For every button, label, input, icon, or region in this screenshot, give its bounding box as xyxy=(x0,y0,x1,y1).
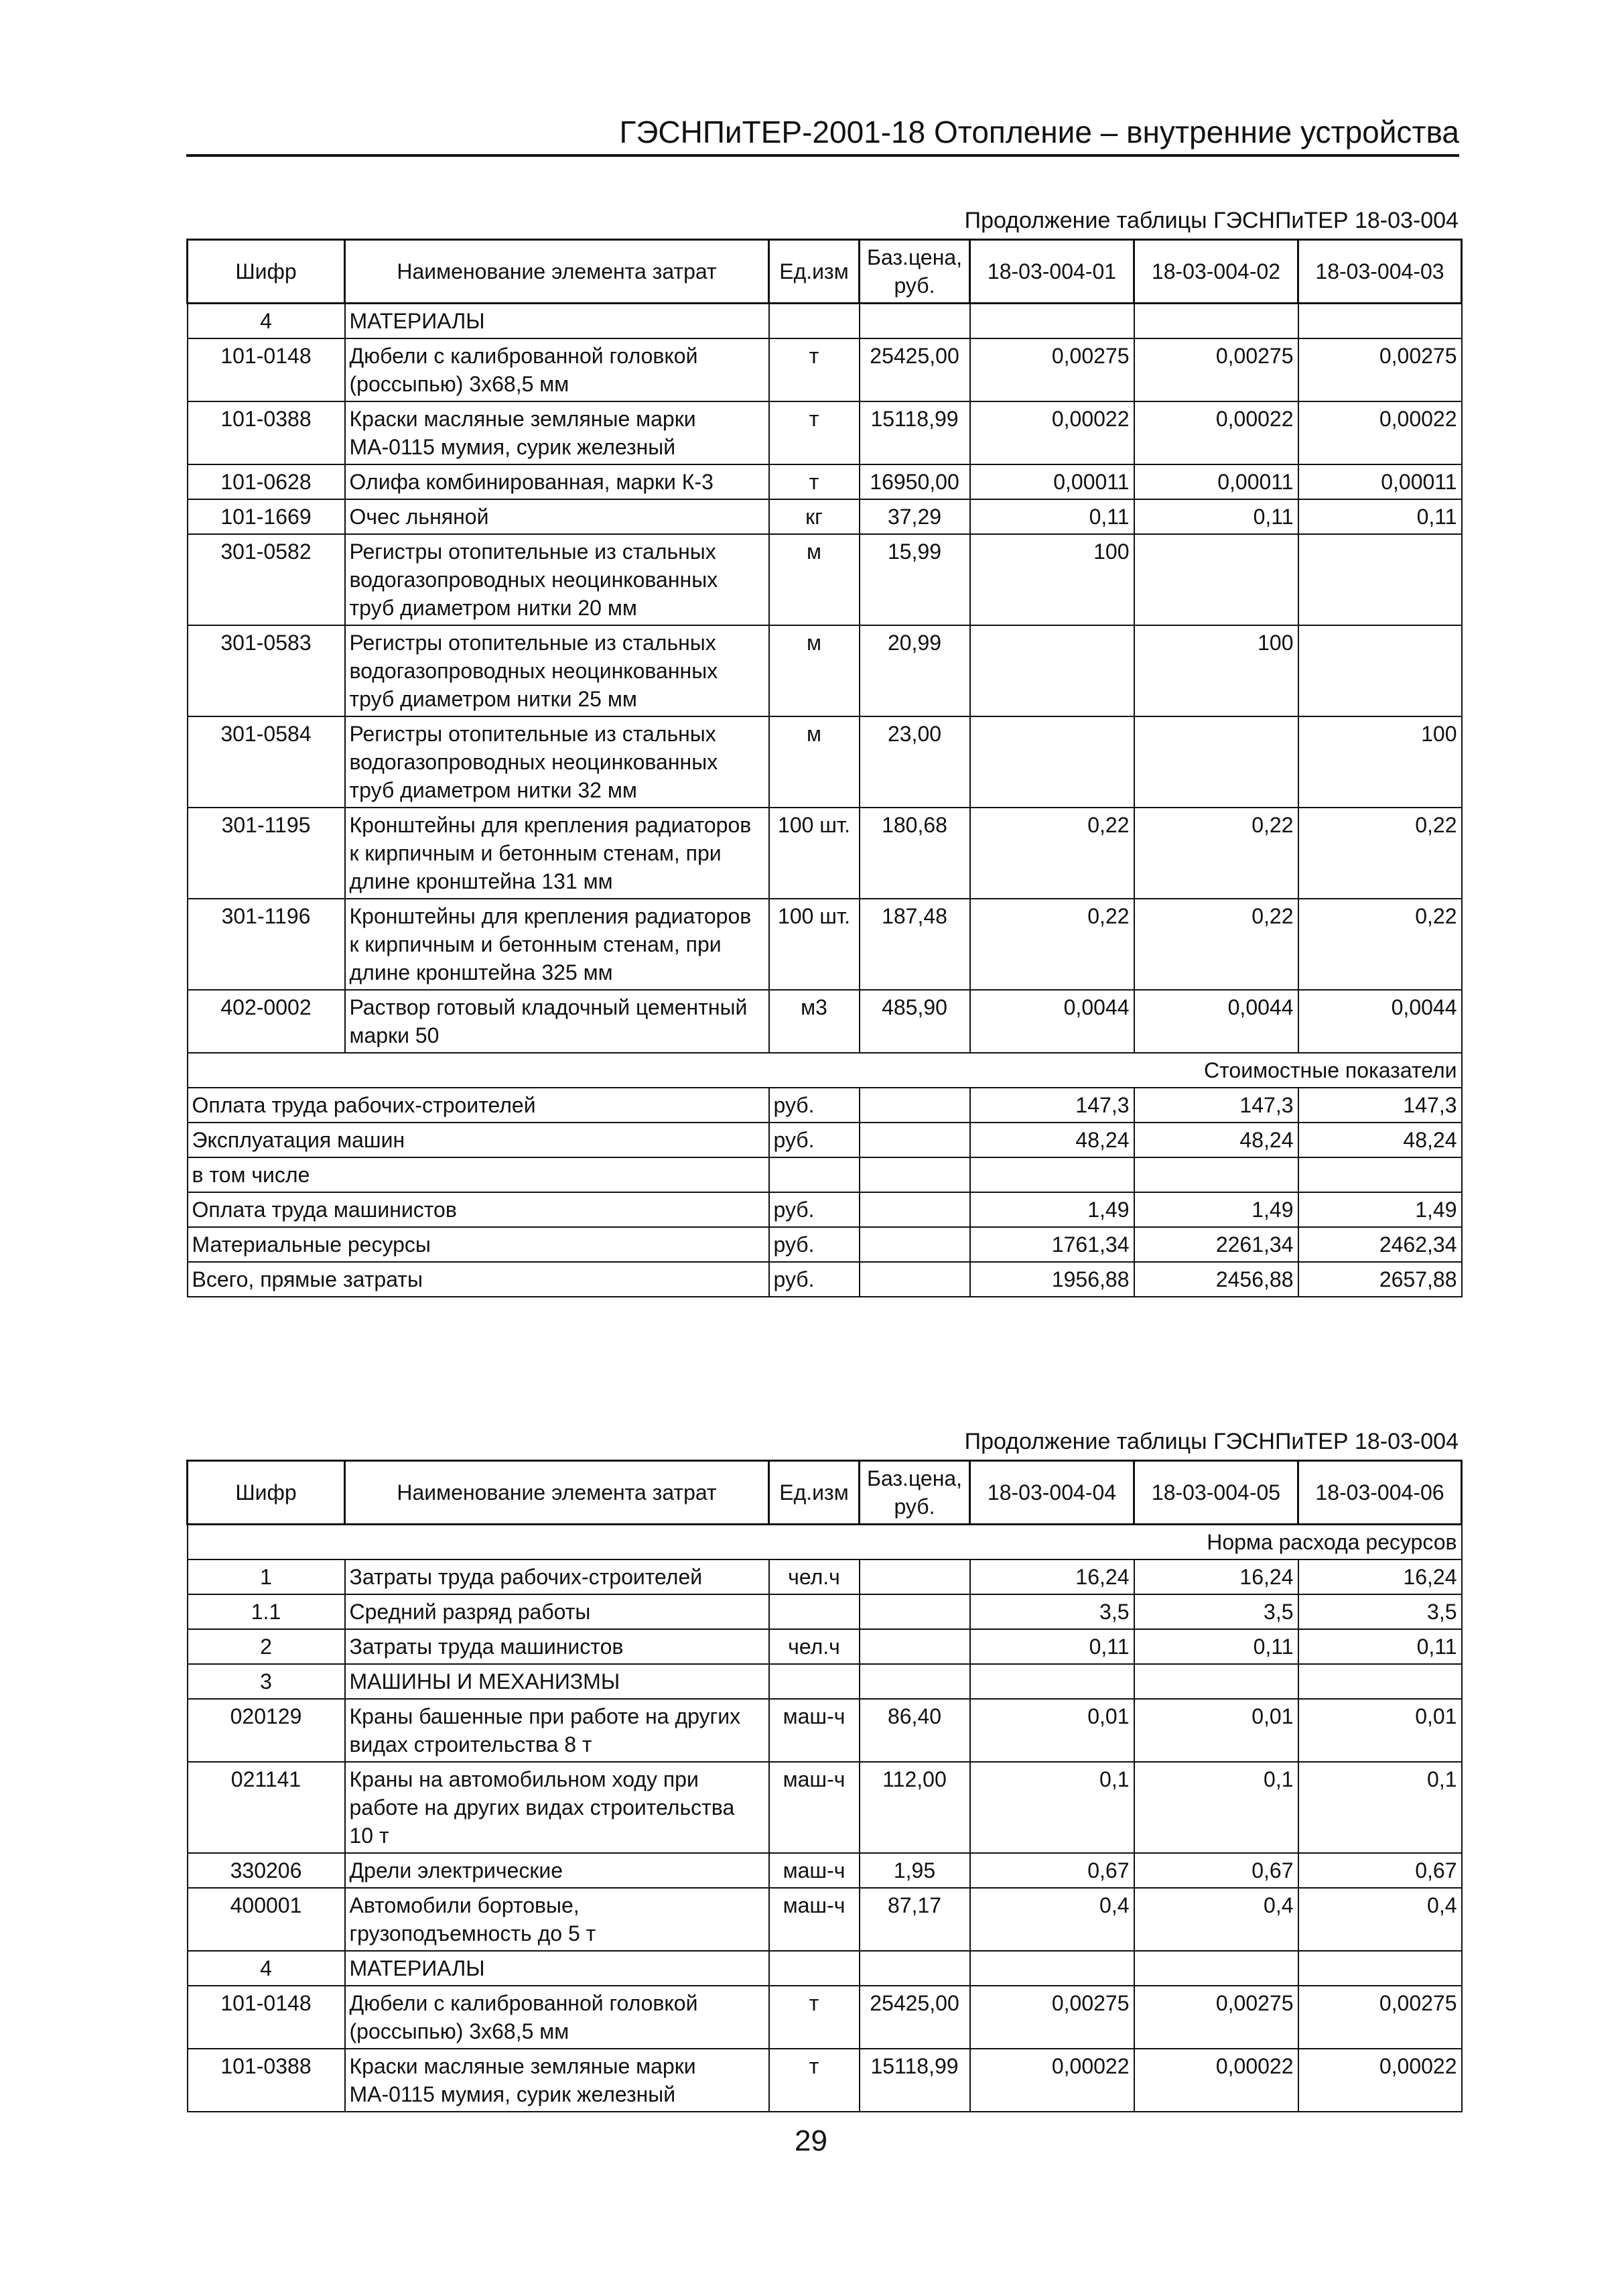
table-row xyxy=(188,1594,1462,1629)
row-code: 2 xyxy=(188,1629,345,1664)
col-header-v1: 18-03-004-01 xyxy=(970,240,1134,304)
row-value-2: 0,00275 xyxy=(1134,1986,1298,2049)
row-name: Средний разряд работы xyxy=(345,1594,769,1629)
row-unit: кг xyxy=(769,499,860,534)
cost-row xyxy=(188,1157,1462,1192)
row-price: 187,48 xyxy=(860,899,970,990)
col-header-code: Шифр xyxy=(188,240,345,304)
empty-cell xyxy=(860,1664,970,1699)
row-price: 1,95 xyxy=(860,1853,970,1888)
row-value-3: 0,00022 xyxy=(1298,2049,1462,2112)
row-unit: м3 xyxy=(769,990,860,1053)
table-row xyxy=(188,1559,1462,1594)
row-code: 301-0583 xyxy=(188,625,345,716)
row-name: Затраты труда машинистов xyxy=(345,1629,769,1664)
row-value-2: 3,5 xyxy=(1134,1594,1298,1629)
row-code: 402-0002 xyxy=(188,990,345,1053)
row-value-3: 0,11 xyxy=(1298,1629,1462,1664)
table1 xyxy=(186,239,1463,1297)
row-name: Олифа комбинированная, марки К-3 xyxy=(345,464,769,499)
section-title: МАТЕРИАЛЫ xyxy=(345,304,769,339)
row-value-2: 0,22 xyxy=(1134,899,1298,990)
row-value-1: 0,00275 xyxy=(970,338,1134,401)
row-value-3 xyxy=(1298,534,1462,625)
row-value-1: 100 xyxy=(970,534,1134,625)
row-value-1: 0,11 xyxy=(970,499,1134,534)
row-value-3: 0,22 xyxy=(1298,899,1462,990)
row-code: 330206 xyxy=(188,1853,345,1888)
table-row xyxy=(188,899,1462,990)
table-row xyxy=(188,716,1462,808)
cost-unit: руб. xyxy=(769,1088,860,1123)
row-name: Затраты труда рабочих-строителей xyxy=(345,1559,769,1594)
row-price: 37,29 xyxy=(860,499,970,534)
row-value-1: 0,00275 xyxy=(970,1986,1134,2049)
cost-unit xyxy=(769,1157,860,1192)
empty-cell xyxy=(970,1664,1134,1699)
row-value-1: 16,24 xyxy=(970,1559,1134,1594)
row-value-3: 0,00275 xyxy=(1298,1986,1462,2049)
row-value-2: 0,00022 xyxy=(1134,401,1298,464)
empty-cell xyxy=(769,1664,860,1699)
row-unit: м xyxy=(769,625,860,716)
row-code: 101-0628 xyxy=(188,464,345,499)
header-title: ГЭСНПиТЕР-2001-18 Отопление – внутренние устройства xyxy=(619,115,1459,149)
cost-row xyxy=(188,1227,1462,1262)
row-value-2: 0,11 xyxy=(1134,499,1298,534)
row-name: Регистры отопительные из стальных водогазопроводных неоцинкованных труб диаметром нитки 25 мм xyxy=(345,625,769,716)
cost-value-1: 1761,34 xyxy=(970,1227,1134,1262)
cost-name: в том числе xyxy=(188,1157,769,1192)
cost-value-1: 1,49 xyxy=(970,1192,1134,1227)
row-value-3: 0,00275 xyxy=(1298,338,1462,401)
row-unit: м xyxy=(769,716,860,808)
row-value-1 xyxy=(970,625,1134,716)
row-price xyxy=(860,1594,970,1629)
page-number: 29 xyxy=(795,2124,827,2157)
row-price: 15118,99 xyxy=(860,2049,970,2112)
row-unit: т xyxy=(769,1986,860,2049)
table-row xyxy=(188,1853,1462,1888)
row-name: Автомобили бортовые, грузоподъемность до 5 т xyxy=(345,1888,769,1951)
row-value-1: 0,11 xyxy=(970,1629,1134,1664)
table-row xyxy=(188,464,1462,499)
row-name: Краски масляные земляные марки МА-0115 мумия, сурик железный xyxy=(345,2049,769,2112)
cost-value-1: 48,24 xyxy=(970,1123,1134,1157)
cost-row xyxy=(188,1088,1462,1123)
row-price: 25425,00 xyxy=(860,1986,970,2049)
row-price: 112,00 xyxy=(860,1762,970,1853)
col-header-v2: 18-03-004-05 xyxy=(1134,1461,1298,1525)
row-name: Дюбели с калиброванной головкой (россыпью) 3х68,5 мм xyxy=(345,338,769,401)
col-header-v3: 18-03-004-06 xyxy=(1298,1461,1462,1525)
empty-cell xyxy=(1134,1664,1298,1699)
table-row xyxy=(188,1986,1462,2049)
row-price: 15,99 xyxy=(860,534,970,625)
empty-cell xyxy=(860,1123,970,1157)
table-row xyxy=(188,499,1462,534)
row-unit: т xyxy=(769,338,860,401)
row-code: 301-0582 xyxy=(188,534,345,625)
cost-value-3: 147,3 xyxy=(1298,1088,1462,1123)
cost-value-3 xyxy=(1298,1157,1462,1192)
row-code: 400001 xyxy=(188,1888,345,1951)
empty-cell xyxy=(769,1951,860,1986)
section-title: МАТЕРИАЛЫ xyxy=(345,1951,769,1986)
row-value-2: 0,67 xyxy=(1134,1853,1298,1888)
row-value-3: 0,00011 xyxy=(1298,464,1462,499)
row-code: 301-0584 xyxy=(188,716,345,808)
row-value-1 xyxy=(970,716,1134,808)
table-row xyxy=(188,808,1462,899)
table-row xyxy=(188,990,1462,1053)
row-value-1: 0,22 xyxy=(970,808,1134,899)
empty-cell xyxy=(970,1951,1134,1986)
row-name: Очес льняной xyxy=(345,499,769,534)
row-code: 101-1669 xyxy=(188,499,345,534)
row-value-3: 0,4 xyxy=(1298,1888,1462,1951)
row-price: 23,00 xyxy=(860,716,970,808)
empty-cell xyxy=(1298,1664,1462,1699)
row-unit: м xyxy=(769,534,860,625)
col-header-name: Наименование элемента затрат xyxy=(345,240,769,304)
row-value-1: 0,4 xyxy=(970,1888,1134,1951)
cost-name: Эксплуатация машин xyxy=(188,1123,769,1157)
row-unit: маш-ч xyxy=(769,1762,860,1853)
row-code: 101-0388 xyxy=(188,2049,345,2112)
row-value-3: 0,67 xyxy=(1298,1853,1462,1888)
section-row xyxy=(188,1664,1462,1699)
row-value-2: 0,00022 xyxy=(1134,2049,1298,2112)
row-code: 1 xyxy=(188,1559,345,1594)
col-header-v2: 18-03-004-02 xyxy=(1134,240,1298,304)
row-value-2: 0,11 xyxy=(1134,1629,1298,1664)
cost-value-2: 1,49 xyxy=(1134,1192,1298,1227)
row-value-1: 0,00011 xyxy=(970,464,1134,499)
row-value-3: 3,5 xyxy=(1298,1594,1462,1629)
table-row xyxy=(188,1888,1462,1951)
row-unit: т xyxy=(769,2049,860,2112)
row-code: 101-0148 xyxy=(188,1986,345,2049)
row-price: 485,90 xyxy=(860,990,970,1053)
row-name: Кронштейны для крепления радиаторов к кирпичным и бетонным стенам, при длине кронштейна 325 мм xyxy=(345,899,769,990)
table-row xyxy=(188,401,1462,464)
row-unit: чел.ч xyxy=(769,1629,860,1664)
empty-cell xyxy=(860,1192,970,1227)
table-row xyxy=(188,1699,1462,1762)
row-value-3: 0,01 xyxy=(1298,1699,1462,1762)
cost-row xyxy=(188,1123,1462,1157)
row-name: Дрели электрические xyxy=(345,1853,769,1888)
row-value-1: 0,01 xyxy=(970,1699,1134,1762)
row-code: 1.1 xyxy=(188,1594,345,1629)
cost-unit: руб. xyxy=(769,1262,860,1297)
table-row xyxy=(188,1629,1462,1664)
section-row xyxy=(188,1951,1462,1986)
table1-continuation: Продолжение таблицы ГЭСНПиТЕР 18-03-004 xyxy=(964,208,1459,233)
row-name: Краны на автомобильном ходу при работе на других видах строительства 10 т xyxy=(345,1762,769,1853)
page-header xyxy=(186,114,1459,157)
empty-cell xyxy=(860,1157,970,1192)
row-price: 87,17 xyxy=(860,1888,970,1951)
row-unit: маш-ч xyxy=(769,1699,860,1762)
row-price: 16950,00 xyxy=(860,464,970,499)
row-price: 20,99 xyxy=(860,625,970,716)
row-value-3 xyxy=(1298,625,1462,716)
table-row xyxy=(188,2049,1462,2112)
section-code: 4 xyxy=(188,1951,345,1986)
empty-cell xyxy=(1298,1951,1462,1986)
cost-value-3: 1,49 xyxy=(1298,1192,1462,1227)
row-value-1: 3,5 xyxy=(970,1594,1134,1629)
table2-continuation: Продолжение таблицы ГЭСНПиТЕР 18-03-004 xyxy=(964,1429,1459,1454)
row-value-1: 0,0044 xyxy=(970,990,1134,1053)
cost-value-3: 48,24 xyxy=(1298,1123,1462,1157)
row-value-3: 0,11 xyxy=(1298,499,1462,534)
row-unit: маш-ч xyxy=(769,1853,860,1888)
row-value-3: 0,0044 xyxy=(1298,990,1462,1053)
row-value-2: 0,1 xyxy=(1134,1762,1298,1853)
cost-name: Всего, прямые затраты xyxy=(188,1262,769,1297)
cost-value-2: 2261,34 xyxy=(1134,1227,1298,1262)
table2 xyxy=(186,1460,1463,2112)
row-value-2 xyxy=(1134,534,1298,625)
row-value-1: 0,67 xyxy=(970,1853,1134,1888)
col-header-name: Наименование элемента затрат xyxy=(345,1461,769,1525)
empty-cell xyxy=(860,1262,970,1297)
cost-value-1 xyxy=(970,1157,1134,1192)
cost-value-3: 2657,88 xyxy=(1298,1262,1462,1297)
row-value-2: 0,00011 xyxy=(1134,464,1298,499)
row-value-3: 0,22 xyxy=(1298,808,1462,899)
cost-unit: руб. xyxy=(769,1227,860,1262)
col-header-v1: 18-03-004-04 xyxy=(970,1461,1134,1525)
col-header-price: Баз.цена, руб. xyxy=(860,1461,970,1525)
row-unit: маш-ч xyxy=(769,1888,860,1951)
section-code: 3 xyxy=(188,1664,345,1699)
row-code: 301-1195 xyxy=(188,808,345,899)
row-price: 86,40 xyxy=(860,1699,970,1762)
cost-unit: руб. xyxy=(769,1123,860,1157)
cost-name: Оплата труда рабочих-строителей xyxy=(188,1088,769,1123)
row-value-2: 0,0044 xyxy=(1134,990,1298,1053)
row-unit xyxy=(769,1594,860,1629)
col-header-price: Баз.цена, руб. xyxy=(860,240,970,304)
cost-value-1: 147,3 xyxy=(970,1088,1134,1123)
row-name: Регистры отопительные из стальных водогазопроводных неоцинкованных труб диаметром нитки 32 мм xyxy=(345,716,769,808)
empty-cell xyxy=(1134,1951,1298,1986)
cost-name: Материальные ресурсы xyxy=(188,1227,769,1262)
row-code: 101-0148 xyxy=(188,338,345,401)
row-name: Регистры отопительные из стальных водогазопроводных неоцинкованных труб диаметром нитки 20 мм xyxy=(345,534,769,625)
norm-band: Норма расхода ресурсов xyxy=(188,1525,1462,1560)
row-value-3: 0,00022 xyxy=(1298,401,1462,464)
section-code: 4 xyxy=(188,304,345,339)
row-value-1: 0,00022 xyxy=(970,2049,1134,2112)
row-value-1: 0,00022 xyxy=(970,401,1134,464)
row-code: 301-1196 xyxy=(188,899,345,990)
cost-unit: руб. xyxy=(769,1192,860,1227)
section-title: МАШИНЫ И МЕХАНИЗМЫ xyxy=(345,1664,769,1699)
row-name: Краски масляные земляные марки МА-0115 мумия, сурик железный xyxy=(345,401,769,464)
row-price: 15118,99 xyxy=(860,401,970,464)
col-header-code: Шифр xyxy=(188,1461,345,1525)
cost-value-2: 147,3 xyxy=(1134,1088,1298,1123)
row-code: 101-0388 xyxy=(188,401,345,464)
row-code: 021141 xyxy=(188,1762,345,1853)
row-unit: 100 шт. xyxy=(769,899,860,990)
row-value-1: 0,1 xyxy=(970,1762,1134,1853)
row-value-2 xyxy=(1134,716,1298,808)
cost-value-1: 1956,88 xyxy=(970,1262,1134,1297)
row-price xyxy=(860,1629,970,1664)
row-code: 020129 xyxy=(188,1699,345,1762)
row-value-2: 16,24 xyxy=(1134,1559,1298,1594)
table-row xyxy=(188,338,1462,401)
col-header-unit: Ед.изм xyxy=(769,1461,860,1525)
row-price: 180,68 xyxy=(860,808,970,899)
row-name: Кронштейны для крепления радиаторов к кирпичным и бетонным стенам, при длине кронштейна 131 мм xyxy=(345,808,769,899)
cost-value-2: 48,24 xyxy=(1134,1123,1298,1157)
row-price: 25425,00 xyxy=(860,338,970,401)
row-value-1: 0,22 xyxy=(970,899,1134,990)
table-row xyxy=(188,534,1462,625)
col-header-v3: 18-03-004-03 xyxy=(1298,240,1462,304)
row-value-2: 100 xyxy=(1134,625,1298,716)
cost-row xyxy=(188,1192,1462,1227)
table-row xyxy=(188,1762,1462,1853)
table-row xyxy=(188,625,1462,716)
row-value-3: 100 xyxy=(1298,716,1462,808)
row-unit: т xyxy=(769,464,860,499)
cost-band: Стоимостные показатели xyxy=(188,1053,1462,1088)
cost-value-3: 2462,34 xyxy=(1298,1227,1462,1262)
cost-row xyxy=(188,1262,1462,1297)
row-unit: т xyxy=(769,401,860,464)
cost-name: Оплата труда машинистов xyxy=(188,1192,769,1227)
empty-cell xyxy=(860,1951,970,1986)
cost-value-2 xyxy=(1134,1157,1298,1192)
cost-value-2: 2456,88 xyxy=(1134,1262,1298,1297)
row-value-2: 0,00275 xyxy=(1134,338,1298,401)
row-value-3: 0,1 xyxy=(1298,1762,1462,1853)
row-name: Раствор готовый кладочный цементный марки 50 xyxy=(345,990,769,1053)
row-price xyxy=(860,1559,970,1594)
row-unit: 100 шт. xyxy=(769,808,860,899)
row-value-2: 0,01 xyxy=(1134,1699,1298,1762)
row-value-2: 0,4 xyxy=(1134,1888,1298,1951)
row-value-2: 0,22 xyxy=(1134,808,1298,899)
row-unit: чел.ч xyxy=(769,1559,860,1594)
col-header-unit: Ед.изм xyxy=(769,240,860,304)
empty-cell xyxy=(860,1227,970,1262)
row-name: Краны башенные при работе на других видах строительства 8 т xyxy=(345,1699,769,1762)
row-value-3: 16,24 xyxy=(1298,1559,1462,1594)
empty-cell xyxy=(860,1088,970,1123)
row-name: Дюбели с калиброванной головкой (россыпью) 3х68,5 мм xyxy=(345,1986,769,2049)
